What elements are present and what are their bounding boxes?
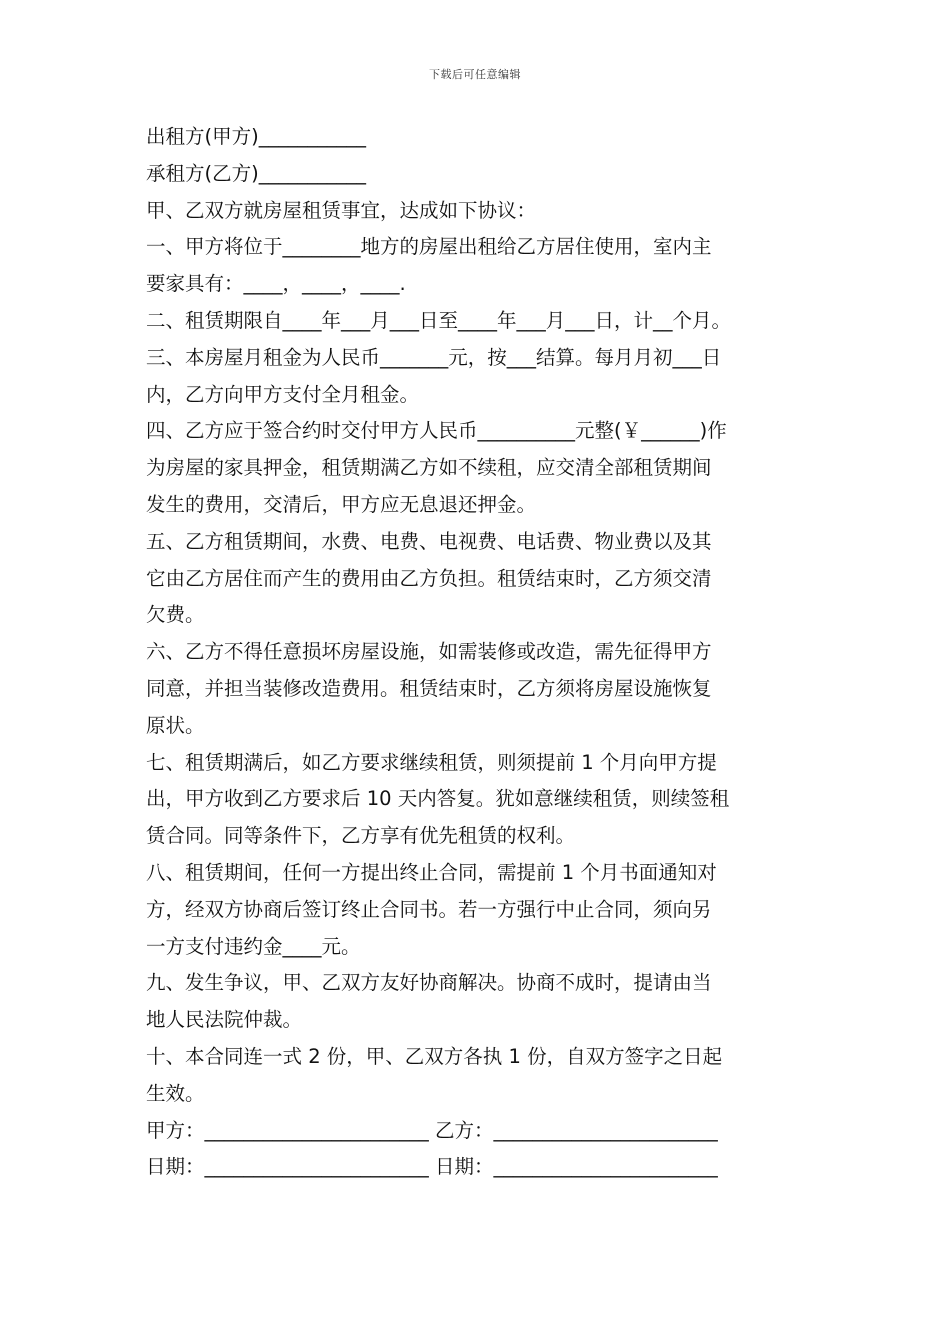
clause-9-line-1: 九、发生争议，甲、乙双方友好协商解决。协商不成时，提请由当	[146, 971, 712, 995]
document-body	[146, 119, 810, 1186]
date-line: 日期：_______________________ 日期：_______________________	[146, 1155, 718, 1179]
clause-10-line-1: 十、本合同连一式 2 份，甲、乙双方各执 1 份，自双方签字之日起	[146, 1044, 723, 1068]
clause-3-line-2: 内，乙方向甲方支付全月租金。	[146, 382, 420, 406]
clause-4-line-1: 四、乙方应于签合约时交付甲方人民币__________元整(￥______)作	[146, 419, 727, 443]
lessor-line: 出租方(甲方)___________	[146, 125, 366, 148]
clause-1-line-2: 要家具有：____，____，____.	[146, 272, 406, 296]
clause-8-line-3: 一方支付违约金____元。	[146, 934, 361, 958]
clause-10-line-2: 生效。	[146, 1081, 205, 1105]
clause-7-line-2: 出，甲方收到乙方要求后 10 天内答复。犹如意继续租赁，则续签租	[146, 787, 730, 811]
signature-line: 甲方：_______________________ 乙方：_______________________	[146, 1118, 718, 1142]
clause-6-line-2: 同意，并担当装修改造费用。租赁结束时，乙方须将房屋设施恢复	[146, 676, 712, 700]
clause-9-line-2: 地人民法院仲裁。	[146, 1008, 303, 1032]
clause-7-line-1: 七、租赁期满后，如乙方要求继续租赁，则须提前 1 个月向甲方提	[146, 750, 717, 774]
clause-7-line-3: 赁合同。同等条件下，乙方享有优先租赁的权利。	[146, 824, 576, 848]
page-header: 下载后可任意编辑	[429, 68, 521, 81]
clause-5-line-3: 欠费。	[146, 603, 205, 627]
clause-3-line-1: 三、本房屋月租金为人民币_______元，按___结算。每月月初___日	[146, 345, 722, 369]
clause-5-line-2: 它由乙方居住而产生的费用由乙方负担。租赁结束时，乙方须交清	[146, 566, 712, 590]
clause-6-line-3: 原状。	[146, 713, 205, 737]
clause-8-line-1: 八、租赁期间，任何一方提出终止合同，需提前 1 个月书面通知对	[146, 860, 717, 884]
clause-4-line-3: 发生的费用，交清后，甲方应无息退还押金。	[146, 492, 537, 516]
clause-1-line-1: 一、甲方将位于________地方的房屋出租给乙方居住使用，室内主	[146, 235, 712, 259]
clause-5-line-1: 五、乙方租赁期间，水费、电费、电视费、电话费、物业费以及其	[146, 529, 712, 553]
agreement-intro: 甲、乙双方就房屋租赁事宜，达成如下协议：	[146, 198, 537, 222]
lessee-line: 承租方(乙方)___________	[146, 161, 366, 185]
clause-8-line-2: 方，经双方协商后签订终止合同书。若一方强行中止合同，须向另	[146, 897, 712, 921]
clause-4-line-2: 为房屋的家具押金，租赁期满乙方如不续租，应交清全部租赁期间	[146, 456, 712, 480]
clause-2-line-1: 二、租赁期限自____年___月___日至____年___月___日，计__个月。	[146, 308, 732, 332]
clause-6-line-1: 六、乙方不得任意损坏房屋设施，如需装修或改造，需先征得甲方	[146, 640, 712, 664]
